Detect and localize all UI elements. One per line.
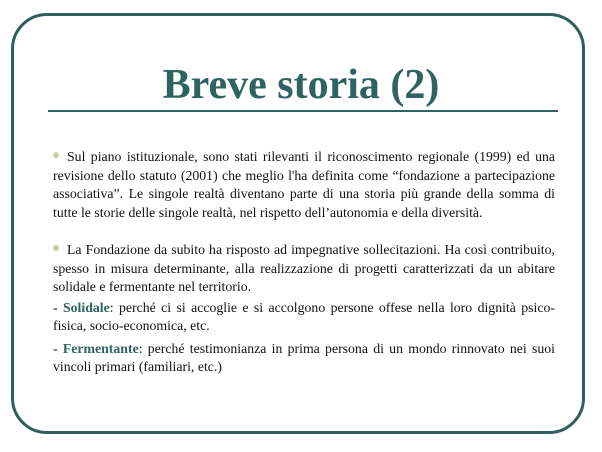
title-underline [48,110,558,112]
slide-title: Breve storia (2) [162,62,440,108]
paragraph-institutional [53,148,555,222]
round-bullet-icon [53,152,59,158]
list-item-solidale-text: : perché ci si accoglie e si accolgono persone offese nella loro dignità psico-fisica, socio-economica, etc. [53,299,555,333]
list-item-solidale [53,299,555,336]
keyword-fermentante: Fermentante [62,340,139,356]
list-item-fermentante-text: : perché testimonianza in prima persona di un mondo rinnovato nei suoi vincoli primari (familiari, etc.) [53,340,555,374]
paragraph-foundation [53,241,555,297]
list-item-dash: - [53,340,63,356]
keyword-solidale: Solidale [62,299,110,315]
paragraph-institutional-text: Sul piano istituzionale, sono stati rilevanti il riconoscimento regionale (1999) ed una revisione dello statuto (2001) che meglio l'ha definita come “fondazione a partecipazione associativa”. Le singole realtà diventano parte di una storia più grande della somma di tutte le storie delle singole realtà, nel rispetto dell’autonomia e della diversità. [53,149,555,220]
round-bullet-icon [53,245,59,251]
paragraph-foundation-text: La Fondazione da subito ha risposto ad impegnative sollecitazioni. Ha così contribuito, spesso in misura determinante, alla realizzazione di progetti caratterizzati da un abitare solidale e fermentante nel territorio. [53,242,555,294]
list-item-fermentante [53,340,555,377]
slide-body [53,148,555,377]
list-item-dash: - [53,299,63,315]
